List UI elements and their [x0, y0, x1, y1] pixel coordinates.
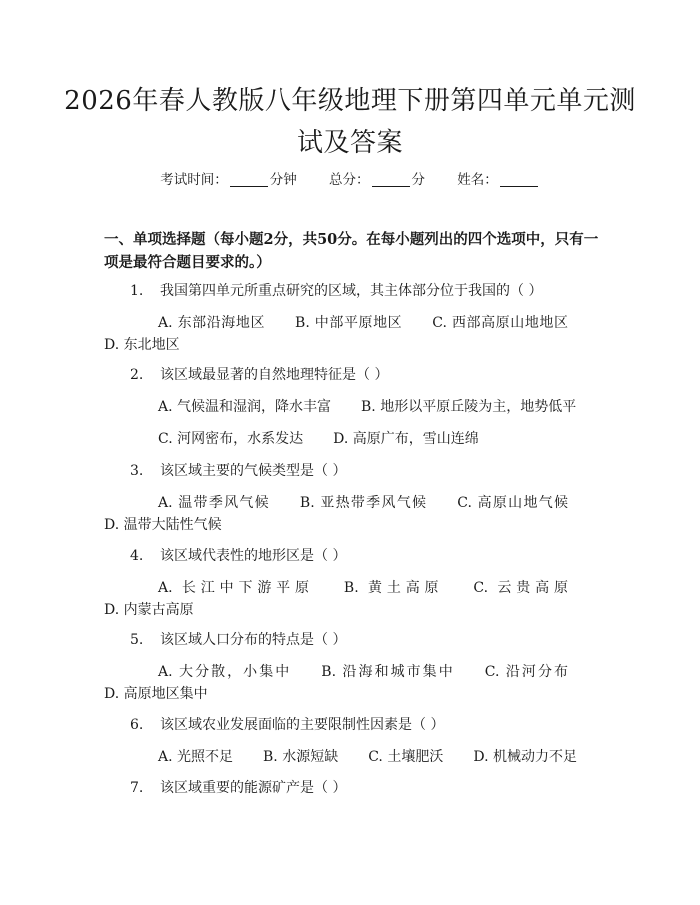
option-a: A. 光照不足	[158, 749, 234, 765]
exam-time	[160, 168, 297, 188]
option-a: A. 东部沿海地区	[158, 315, 266, 331]
question-number: 1.	[130, 283, 144, 299]
question-number: 2.	[130, 367, 144, 383]
exam-score-label: 总分：	[329, 172, 370, 188]
student-name-label: 姓名：	[457, 172, 498, 188]
student-name-blank	[500, 172, 538, 187]
exam-meta	[0, 168, 700, 188]
student-name	[457, 168, 540, 188]
question-number: 3.	[130, 463, 144, 479]
option-c: C. 土壤肥沃	[368, 749, 444, 765]
option-d: D. 内蒙古高原	[104, 602, 194, 618]
question-stem: 该区域最显著的自然地理特征是（ ）	[160, 367, 389, 383]
question-6	[130, 714, 444, 734]
question-5	[130, 629, 346, 649]
question-6-options	[104, 746, 598, 768]
option-c: C. 云贵高原	[473, 580, 568, 596]
option-a: A. 温带季风气候	[158, 495, 270, 511]
question-stem: 该区域农业发展面临的主要限制性因素是（ ）	[160, 717, 445, 733]
option-b: B. 中部平原地区	[295, 315, 403, 331]
option-c: C. 高原山地气候	[457, 495, 568, 511]
question-5-options	[104, 661, 598, 705]
option-c: C. 河网密布，水系发达	[158, 431, 304, 447]
section-heading: 一、单项选择题（每小题2分，共50分。在每小题列出的四个选项中，只有一项是最符合题目要求的。）	[104, 231, 599, 271]
exam-score-blank	[372, 172, 410, 187]
question-2-options-row2	[104, 428, 598, 450]
option-b: B. 黄土高原	[343, 580, 444, 596]
exam-time-unit: 分钟	[269, 172, 297, 188]
option-b: B. 沿海和城市集中	[321, 664, 455, 680]
page-title: 2026年春人教版八年级地理下册第四单元单元测试及答案	[64, 86, 636, 158]
option-d: D. 机械动力不足	[473, 749, 577, 765]
question-3	[130, 460, 346, 480]
question-number: 4.	[130, 548, 144, 564]
exam-score-unit: 分	[411, 172, 425, 188]
question-stem: 我国第四单元所重点研究的区域，其主体部分位于我国的（ ）	[160, 283, 543, 299]
option-b: B. 亚热带季风气候	[299, 495, 428, 511]
option-b: B. 地形以平原丘陵为主，地势低平	[361, 399, 577, 415]
question-stem: 该区域主要的气候类型是（ ）	[160, 463, 347, 479]
question-4-options	[104, 577, 598, 621]
option-a: A. 大分散，小集中	[158, 664, 292, 680]
question-1	[130, 280, 542, 300]
question-stem: 该区域重要的能源矿产是（ ）	[160, 780, 347, 796]
question-number: 5.	[130, 632, 144, 648]
question-stem: 该区域人口分布的特点是（ ）	[160, 632, 347, 648]
option-a: A. 气候温和湿润，降水丰富	[158, 399, 332, 415]
question-2	[130, 364, 388, 384]
exam-time-label: 考试时间：	[160, 172, 228, 188]
option-d: D. 温带大陆性气候	[104, 517, 222, 533]
question-number: 7.	[130, 780, 144, 796]
question-1-options	[104, 312, 598, 356]
option-d: D. 东北地区	[104, 337, 180, 353]
question-stem: 该区域代表性的地形区是（ ）	[160, 548, 347, 564]
option-c: C. 沿河分布	[484, 664, 568, 680]
question-3-options	[104, 492, 598, 536]
question-number: 6.	[130, 717, 144, 733]
option-d: D. 高原广布，雪山连绵	[333, 431, 479, 447]
option-a: A. 长江中下游平原	[158, 580, 314, 596]
question-7	[130, 777, 346, 797]
option-d: D. 高原地区集中	[104, 686, 208, 702]
option-b: B. 水源短缺	[263, 749, 339, 765]
question-4	[130, 545, 346, 565]
question-2-options-row1	[104, 396, 598, 418]
exam-time-blank	[230, 172, 268, 187]
option-c: C. 西部高原山地地区	[432, 315, 568, 331]
exam-score	[329, 168, 425, 188]
